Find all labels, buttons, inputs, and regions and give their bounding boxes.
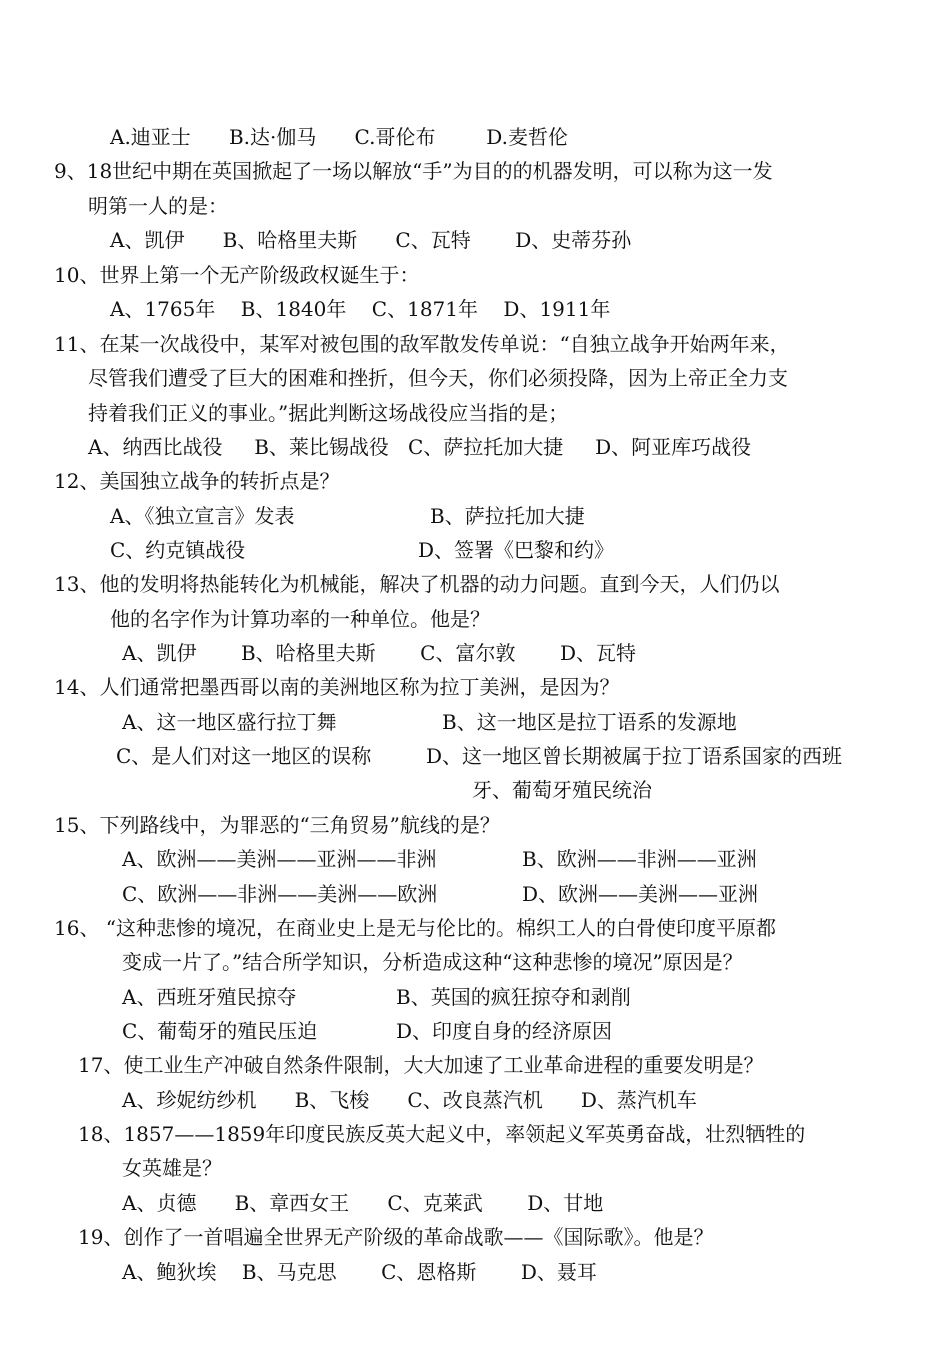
q16-option-c: C、葡萄牙的殖民压迫 (122, 1019, 318, 1043)
q17-options: A、珍妮纺纱机 B、飞梭 C、改良蒸汽机 D、蒸汽机车 (122, 1088, 697, 1112)
q11-stem-cont2: 持着我们正义的事业。”据此判断这场战役应当指的是； (88, 401, 569, 425)
q16-option-b: B、英国的疯狂掠夺和剥削 (396, 985, 631, 1009)
q14-option-c: C、是人们对这一地区的误称 (116, 744, 372, 768)
q18-stem-cont: 女英雄是？ (122, 1156, 222, 1180)
q14-option-a: A、这一地区盛行拉丁舞 (122, 710, 337, 734)
q12-option-c: C、约克镇战役 (110, 538, 246, 562)
q15-option-a: A、欧洲——美洲——亚洲——非洲 (122, 847, 437, 871)
q17-stem: 17、使工业生产冲破自然条件限制，大大加速了工业革命进程的重要发明是？ (78, 1053, 764, 1077)
q19-stem: 19、创作了一首唱遍全世界无产阶级的革命战歌——《国际歌》。他是？ (78, 1225, 714, 1249)
q11-stem: 11、在某一次战役中，某军对被包围的敌军散发传单说：“自独立战争开始两年来， (54, 332, 790, 356)
q16-stem: 16、 “这种悲惨的境况，在商业史上是无与伦比的。棉织工人的白骨使印度平原都 (54, 916, 777, 940)
q14-stem: 14、人们通常把墨西哥以南的美洲地区称为拉丁美洲，是因为？ (54, 675, 620, 699)
q16-option-a: A、西班牙殖民掠夺 (122, 985, 297, 1009)
q9-stem: 9、18世纪中期在英国掀起了一场以解放“手”为目的的机器发明，可以称为这一发 (54, 159, 773, 183)
q12-option-a: A、《独立宣言》发表 (110, 504, 295, 528)
q10-options: A、1765年 B、1840年 C、1871年 D、1911年 (110, 297, 611, 321)
q12-option-b: B、萨拉托加大捷 (430, 504, 585, 528)
q8-options: A.迪亚士 B.达·伽马 C.哥伦布 D.麦哲伦 (110, 125, 568, 149)
q19-options: A、鲍狄埃 B、马克思 C、恩格斯 D、聂耳 (122, 1260, 597, 1284)
q18-stem: 18、1857——1859年印度民族反英大起义中，率领起义军英勇奋战，壮烈牺牲的 (78, 1122, 806, 1146)
q12-stem: 12、美国独立战争的转折点是？ (54, 469, 340, 493)
q9-stem-cont: 明第一人的是： (88, 194, 228, 218)
q18-options: A、贞德 B、章西女王 C、克莱武 D、甘地 (122, 1191, 604, 1215)
q13-stem: 13、他的发明将热能转化为机械能，解决了机器的动力问题。直到今天，人们仍以 (54, 572, 780, 596)
q16-option-d: D、印度自身的经济原因 (396, 1019, 613, 1043)
q15-option-b: B、欧洲——非洲——亚洲 (522, 847, 757, 871)
q10-stem: 10、世界上第一个无产阶级政权诞生于： (54, 263, 420, 287)
q9-options: A、凯伊 B、哈格里夫斯 C、瓦特 D、史蒂芬孙 (110, 228, 632, 252)
q15-option-c: C、欧洲——非洲——美洲——欧洲 (122, 882, 438, 906)
q13-options: A、凯伊 B、哈格里夫斯 C、富尔敦 D、瓦特 (122, 641, 636, 665)
q11-stem-cont: 尽管我们遭受了巨大的困难和挫折，但今天，你们必须投降，因为上帝正全力支 (88, 366, 788, 390)
q12-option-d: D、签署《巴黎和约》 (418, 538, 615, 562)
q15-option-d: D、欧洲——美洲——亚洲 (522, 882, 759, 906)
q14-option-d-cont: 牙、葡萄牙殖民统治 (472, 778, 652, 802)
q11-options: A、纳西比战役 B、莱比锡战役 C、萨拉托加大捷 D、阿亚库巧战役 (88, 435, 752, 459)
q16-stem-cont: 变成一片了。”结合所学知识，分析造成这种“这种悲惨的境况”原因是？ (122, 950, 743, 974)
q15-stem: 15、下列路线中，为罪恶的“三角贸易”航线的是？ (54, 813, 500, 837)
q13-stem-cont: 他的名字作为计算功率的一种单位。他是？ (110, 607, 490, 631)
q14-option-d: D、这一地区曾长期被属于拉丁语系国家的西班 (426, 744, 843, 768)
q14-option-b: B、这一地区是拉丁语系的发源地 (442, 710, 737, 734)
